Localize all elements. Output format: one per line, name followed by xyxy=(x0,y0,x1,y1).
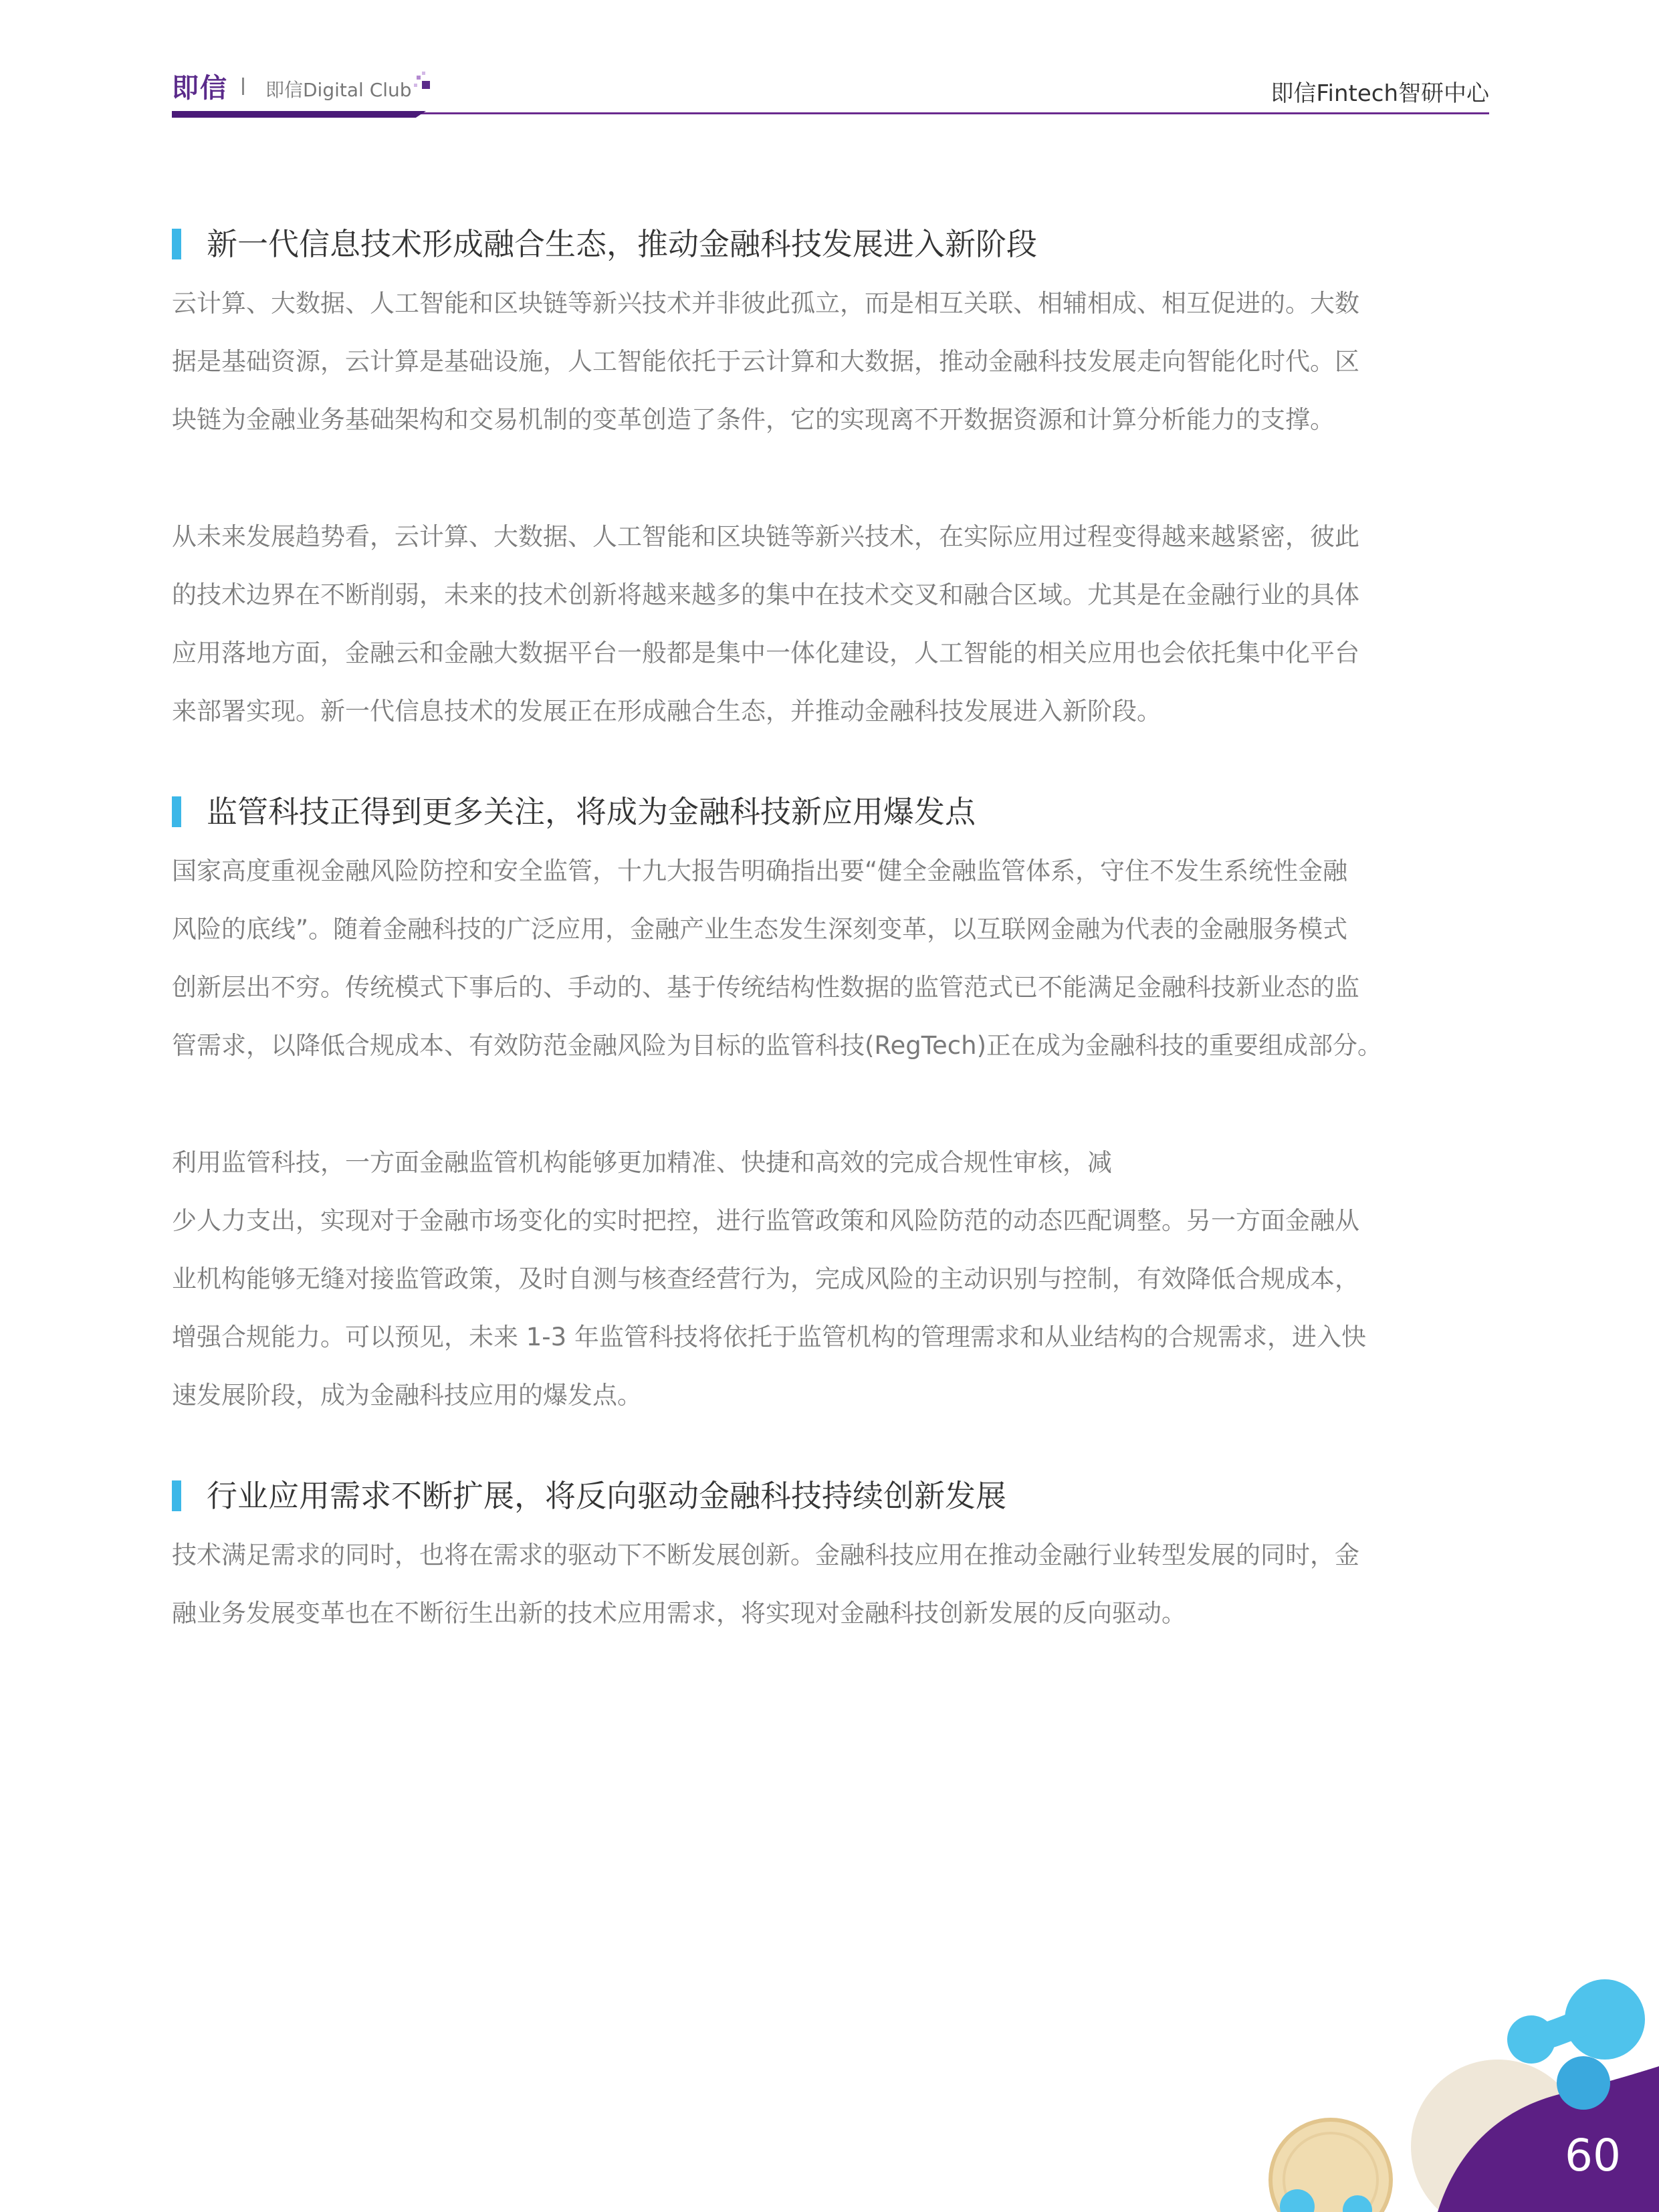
paragraph-line: 块链为金融业务基础架构和交易机制的变革创造了条件，它的实现离不开数据资源和计算分析能力的支撑。 xyxy=(172,405,1335,434)
paragraph-line: 少人力支出，实现对于金融市场变化的实时把控，进行监管政策和风险防范的动态匹配调整。另一方面金融从 xyxy=(172,1206,1359,1235)
paragraph-gap xyxy=(172,1075,1489,1133)
paragraph-line: 业机构能够无缝对接监管政策，及时自测与核查经营行为，完成风险的主动识别与控制，有效降低合规成本， xyxy=(172,1264,1359,1293)
main-content xyxy=(172,214,1489,1642)
paragraph-line: 利用监管科技，一方面金融监管机构能够更加精准、快捷和高效的完成合规性审核，减 xyxy=(172,1148,1112,1177)
paragraph-line: 增强合规能力。可以预见，未来 1-3 年监管科技将依托于监管机构的管理需求和从业结构的合规需求，进入快 xyxy=(172,1323,1366,1351)
section-title xyxy=(172,782,1489,842)
paragraph-line: 国家高度重视金融风险防控和安全监管，十九大报告明确指出要“健全金融监管体系，守住不发生系统性金融 xyxy=(172,857,1348,885)
paragraph xyxy=(172,1133,1489,1424)
section xyxy=(172,782,1489,1424)
section-title xyxy=(172,1466,1489,1526)
brand-dots-icon xyxy=(406,69,433,96)
brand-subtitle: 即信Digital Club xyxy=(265,79,412,101)
header-org-name: 即信Fintech智研中心 xyxy=(1270,80,1489,107)
section-title xyxy=(172,214,1489,274)
section-title-text: 新一代信息技术形成融合生态，推动金融科技发展进入新阶段 xyxy=(207,226,1037,262)
section-marker-icon xyxy=(172,796,181,827)
paragraph-line: 风险的底线”。随着金融科技的广泛应用，金融产业生态发生深刻变革，以互联网金融为代表的金融服务模式 xyxy=(172,915,1348,944)
paragraph-line: 应用落地方面，金融云和金融大数据平台一般都是集中一体化建设，人工智能的相关应用也会依托集中化平台 xyxy=(172,639,1359,667)
paragraph-line: 速发展阶段，成为金融科技应用的爆发点。 xyxy=(172,1381,642,1410)
brand-logo: 即信 xyxy=(172,73,228,104)
section-marker-icon xyxy=(172,229,181,259)
page-header xyxy=(172,67,1489,120)
paragraph-line: 管需求，以降低合规成本、有效防范金融风险为目标的监管科技(RegTech)正在成为金融科技的重要组成部分。 xyxy=(172,1031,1383,1060)
section-title-text: 监管科技正得到更多关注，将成为金融科技新应用爆发点 xyxy=(207,794,976,830)
header-accent-bar xyxy=(172,111,426,118)
section-title-text: 行业应用需求不断扩展，将反向驱动金融科技持续创新发展 xyxy=(207,1478,1006,1514)
paragraph xyxy=(172,274,1489,449)
paragraph-line: 从未来发展趋势看，云计算、大数据、人工智能和区块链等新兴技术，在实际应用过程变得越来越紧密，彼此 xyxy=(172,522,1359,551)
paragraph-line: 据是基础资源，云计算是基础设施，人工智能依托于云计算和大数据，推动金融科技发展走向智能化时代。区 xyxy=(172,347,1359,376)
section-marker-icon xyxy=(172,1480,181,1511)
brand-separator xyxy=(242,78,244,95)
section xyxy=(172,214,1489,740)
paragraph-line: 来部署实现。新一代信息技术的发展正在形成融合生态，并推动金融科技发展进入新阶段。 xyxy=(172,697,1162,726)
paragraph xyxy=(172,1526,1489,1642)
section-gap xyxy=(172,740,1489,782)
paragraph xyxy=(172,842,1489,1075)
paragraph-line: 的技术边界在不断削弱，未来的技术创新将越来越多的集中在技术交叉和融合区域。尤其是在金融行业的具体 xyxy=(172,580,1359,609)
paragraph xyxy=(172,508,1489,740)
section-gap xyxy=(172,1424,1489,1466)
paragraph-gap xyxy=(172,449,1489,508)
page-number: 60 xyxy=(1565,2130,1621,2181)
paragraph-line: 融业务发展变革也在不断衍生出新的技术应用需求，将实现对金融科技创新发展的反向驱动。 xyxy=(172,1599,1186,1628)
section xyxy=(172,1466,1489,1642)
paragraph-line: 技术满足需求的同时，也将在需求的驱动下不断发展创新。金融科技应用在推动金融行业转型发展的同时，金 xyxy=(172,1541,1359,1569)
paragraph-line: 云计算、大数据、人工智能和区块链等新兴技术并非彼此孤立，而是相互关联、相辅相成、相互促进的。大数 xyxy=(172,289,1359,318)
paragraph-line: 创新层出不穷。传统模式下事后的、手动的、基于传统结构性数据的监管范式已不能满足金融科技新业态的监 xyxy=(172,973,1359,1002)
